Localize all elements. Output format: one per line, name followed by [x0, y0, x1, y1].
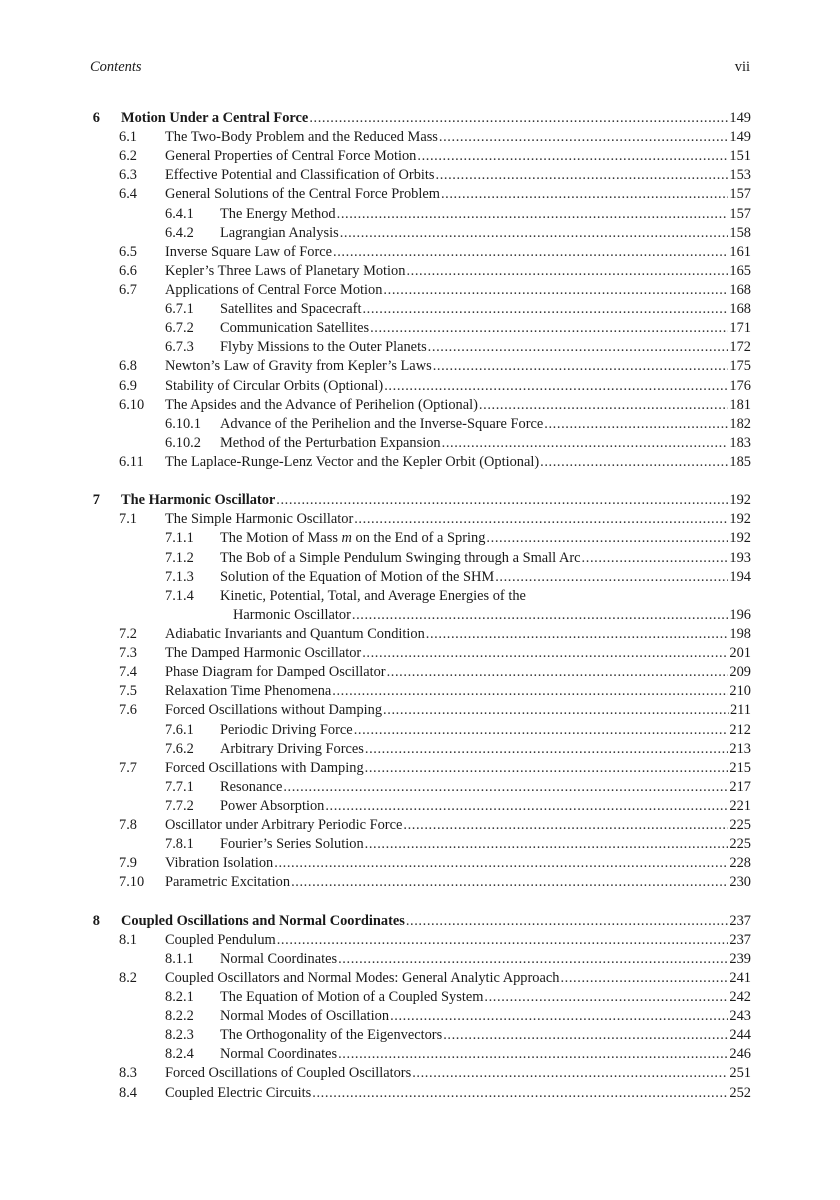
- page-ref: 165: [729, 262, 751, 279]
- toc-subsection[interactable]: [90, 415, 751, 434]
- toc-section[interactable]: [90, 147, 751, 166]
- section-title: Normal Modes of Oscillation: [220, 1008, 390, 1025]
- leader-dots: [277, 931, 729, 950]
- leader-dots: [436, 166, 729, 185]
- toc-subsection[interactable]: [90, 950, 751, 969]
- leader-dots: [544, 415, 728, 434]
- section-number: 7.1.1: [165, 530, 194, 547]
- leader-dots: [325, 797, 728, 816]
- page-ref: 209: [729, 664, 751, 681]
- page-ref: 196: [729, 606, 751, 623]
- section-number: 6.11: [119, 453, 144, 470]
- section-title: Vibration Isolation: [165, 855, 274, 872]
- section-title: The Orthogonality of the Eigenvectors: [220, 1027, 443, 1044]
- chapter-title: Motion Under a Central Force: [121, 110, 309, 126]
- toc-subsection[interactable]: [90, 300, 751, 319]
- leader-dots: [406, 262, 728, 281]
- page-ref: 168: [729, 301, 751, 318]
- section-number: 7.7.1: [165, 778, 194, 795]
- page-ref: 171: [729, 320, 751, 337]
- section-number: 7.1.3: [165, 568, 194, 585]
- page-ref: 183: [729, 434, 751, 451]
- leader-dots: [370, 319, 728, 338]
- leader-dots: [387, 663, 729, 682]
- toc-section[interactable]: [90, 625, 751, 644]
- page-ref: 225: [729, 836, 751, 853]
- section-number: 6.10.2: [165, 434, 201, 451]
- leader-dots: [362, 644, 728, 663]
- section-number: 7.7.2: [165, 797, 194, 814]
- section-title: The Laplace-Runge-Lenz Vector and the Kepler Orbit (Optional): [165, 453, 540, 470]
- page-ref: 192: [729, 511, 751, 528]
- section-number: 6.7.1: [165, 301, 194, 318]
- toc-section[interactable]: [90, 243, 751, 262]
- leader-dots: [390, 1007, 728, 1026]
- section-number: 7.10: [119, 874, 145, 891]
- section-number: 8.2: [119, 969, 137, 986]
- running-header: [90, 59, 750, 79]
- section-title: The Equation of Motion of a Coupled System: [220, 989, 484, 1006]
- section-number: 8.2.1: [165, 989, 194, 1006]
- toc-subsection[interactable]: [90, 587, 751, 625]
- section-title: Relaxation Time Phenomena: [165, 683, 332, 700]
- leader-dots: [383, 281, 728, 300]
- section-title: Inverse Square Law of Force: [165, 243, 333, 260]
- page-ref: 213: [729, 740, 751, 757]
- toc-section[interactable]: [90, 510, 751, 529]
- page-ref: 151: [729, 148, 751, 165]
- section-title: Coupled Oscillators and Normal Modes: General Analytic Approach: [165, 969, 560, 986]
- leader-dots: [337, 205, 729, 224]
- section-number: 6.2: [119, 148, 137, 165]
- page-ref: 217: [729, 778, 751, 795]
- page-ref: 239: [729, 950, 751, 967]
- section-number: 7.8: [119, 817, 137, 834]
- toc-section[interactable]: [90, 759, 751, 778]
- section-number: 8.3: [119, 1065, 137, 1082]
- toc-section[interactable]: [90, 873, 751, 892]
- toc-subsection[interactable]: [90, 434, 751, 453]
- section-number: 7.1.4: [165, 587, 194, 604]
- section-title: Fourier’s Series Solution: [220, 836, 364, 853]
- page-ref: 237: [729, 912, 751, 929]
- leader-dots: [309, 109, 728, 128]
- section-title: Applications of Central Force Motion: [165, 281, 383, 298]
- page-ref: 149: [729, 129, 751, 146]
- leader-dots: [479, 396, 728, 415]
- page-ref: 194: [729, 568, 751, 585]
- section-number: 7.6.2: [165, 740, 194, 757]
- section-number: 7.4: [119, 664, 137, 681]
- page-number: vii: [734, 59, 750, 75]
- page-ref: 201: [729, 645, 751, 662]
- leader-dots: [338, 950, 728, 969]
- leader-dots: [443, 1026, 728, 1045]
- running-header-title: Contents: [90, 59, 142, 75]
- page-ref: 225: [729, 817, 751, 834]
- section-number: 6.4.2: [165, 224, 194, 241]
- page-ref: 251: [729, 1065, 751, 1082]
- leader-dots: [333, 243, 728, 262]
- toc-section[interactable]: [90, 128, 751, 147]
- section-number: 6.10.1: [165, 415, 201, 432]
- section-title: Normal Coordinates: [220, 1046, 338, 1063]
- section-number: 8.1.1: [165, 950, 194, 967]
- leader-dots: [495, 568, 728, 587]
- section-number: 7.5: [119, 683, 137, 700]
- leader-dots: [442, 434, 729, 453]
- section-number: 7.1.2: [165, 549, 194, 566]
- section-number: 7.6.1: [165, 721, 194, 738]
- toc-subsection[interactable]: [90, 740, 751, 759]
- toc-section[interactable]: [90, 453, 751, 472]
- leader-dots: [384, 377, 728, 396]
- page-ref: 182: [729, 415, 751, 432]
- section-title: The Damped Harmonic Oscillator: [165, 645, 362, 662]
- leader-dots: [274, 854, 728, 873]
- section-title: General Solutions of the Central Force Problem: [165, 186, 440, 203]
- section-number: 6.3: [119, 167, 137, 184]
- toc-section[interactable]: [90, 644, 751, 663]
- section-title: General Properties of Central Force Motion: [165, 148, 417, 165]
- section-number: 8.4: [119, 1084, 137, 1101]
- page-ref: 230: [729, 874, 751, 891]
- leader-dots: [354, 510, 728, 529]
- leader-dots: [365, 740, 729, 759]
- section-title: The Apsides and the Advance of Perihelion (Optional): [165, 396, 478, 413]
- section-title: Method of the Perturbation Expansion: [220, 434, 441, 451]
- page-ref: 185: [729, 453, 751, 470]
- page-ref: 215: [729, 759, 751, 776]
- toc-section[interactable]: [90, 663, 751, 682]
- section-number: 6.8: [119, 358, 137, 375]
- section-number: 8.2.2: [165, 1008, 194, 1025]
- section-title: Periodic Driving Force: [220, 721, 353, 738]
- page-ref: 176: [729, 377, 751, 394]
- section-title: Adiabatic Invariants and Quantum Condition: [165, 625, 425, 642]
- leader-dots: [332, 682, 728, 701]
- toc-subsection[interactable]: [90, 835, 751, 854]
- section-title: Solution of the Equation of Motion of the SHM: [220, 568, 495, 585]
- leader-dots: [291, 873, 728, 892]
- toc-section[interactable]: [90, 281, 751, 300]
- section-title: Forced Oscillations without Damping: [165, 702, 383, 719]
- page-ref: 161: [729, 243, 751, 260]
- leader-dots: [338, 1045, 728, 1064]
- page-ref: 158: [729, 224, 751, 241]
- leader-dots: [283, 778, 728, 797]
- toc-subsection[interactable]: [90, 797, 751, 816]
- page-ref: 181: [729, 396, 751, 413]
- chapter-number: 7: [92, 492, 100, 509]
- leader-dots: [428, 338, 729, 357]
- section-number: 7.2: [119, 625, 137, 642]
- toc-subsection[interactable]: [90, 529, 751, 548]
- section-number: 8.2.3: [165, 1027, 194, 1044]
- toc-subsection[interactable]: [90, 778, 751, 797]
- section-number: 6.9: [119, 377, 137, 394]
- toc-chapter[interactable]: [90, 912, 751, 931]
- section-number: 6.1: [119, 129, 137, 146]
- section-number: 8.2.4: [165, 1046, 194, 1063]
- section-title: Kepler’s Three Laws of Planetary Motion: [165, 262, 406, 279]
- section-title: The Energy Method: [220, 205, 336, 222]
- section-title: Power Absorption: [220, 797, 325, 814]
- section-number: 7.3: [119, 645, 137, 662]
- section-title: Phase Diagram for Damped Oscillator: [165, 664, 386, 681]
- leader-dots: [582, 549, 729, 568]
- leader-dots: [560, 969, 728, 988]
- toc-subsection[interactable]: [90, 205, 751, 224]
- page-ref: 153: [729, 167, 751, 184]
- page-ref: 252: [729, 1084, 751, 1101]
- leader-dots: [417, 147, 728, 166]
- page-ref: 193: [729, 549, 751, 566]
- section-number: 6.10: [119, 396, 145, 413]
- chapter-title: Coupled Oscillations and Normal Coordinates: [121, 912, 405, 929]
- toc-section[interactable]: [90, 1064, 751, 1083]
- leader-dots: [354, 721, 729, 740]
- toc-section[interactable]: [90, 357, 751, 376]
- chapter-number: 6: [92, 110, 100, 126]
- page-ref: 149: [729, 110, 751, 126]
- section-title: Lagrangian Analysis: [220, 224, 339, 241]
- toc-subsection[interactable]: [90, 224, 751, 243]
- section-title: Arbitrary Driving Forces: [220, 740, 364, 757]
- section-title: Flyby Missions to the Outer Planets: [220, 339, 427, 356]
- section-title: Communication Satellites: [220, 320, 370, 337]
- leader-dots: [365, 835, 729, 854]
- leader-dots: [403, 816, 728, 835]
- leader-dots: [486, 529, 728, 548]
- toc-subsection[interactable]: [90, 1026, 751, 1045]
- section-number: 6.7.2: [165, 320, 194, 337]
- section-title: The Two-Body Problem and the Reduced Mass: [165, 129, 438, 146]
- page-ref: 242: [729, 989, 751, 1006]
- leader-dots: [383, 701, 729, 720]
- section-number: 6.7: [119, 281, 137, 298]
- toc-subsection[interactable]: [90, 1045, 751, 1064]
- leader-dots: [406, 912, 729, 931]
- page-ref: 211: [729, 702, 751, 719]
- toc-section[interactable]: [90, 682, 751, 701]
- section-number: 7.1: [119, 511, 137, 528]
- section-title: Forced Oscillations with Damping: [165, 759, 364, 776]
- leader-dots: [484, 988, 728, 1007]
- section-title: The Bob of a Simple Pendulum Swinging through a Small Arc: [220, 549, 581, 566]
- page-ref: 192: [729, 530, 751, 547]
- toc-section[interactable]: [90, 1084, 751, 1103]
- section-title: The Simple Harmonic Oscillator: [165, 511, 354, 528]
- chapter-title: The Harmonic Oscillator: [121, 492, 276, 509]
- toc-subsection[interactable]: [90, 988, 751, 1007]
- section-title: Normal Coordinates: [220, 950, 338, 967]
- page-ref: 246: [729, 1046, 751, 1063]
- toc-section[interactable]: [90, 969, 751, 988]
- section-number: 6.4.1: [165, 205, 194, 222]
- toc-section[interactable]: [90, 396, 751, 415]
- toc-section[interactable]: [90, 262, 751, 281]
- toc-section[interactable]: [90, 854, 751, 873]
- page-ref: 221: [729, 797, 751, 814]
- section-title-continued: Harmonic Oscillator: [233, 606, 351, 623]
- page-ref: 212: [729, 721, 751, 738]
- page-ref: 210: [729, 683, 751, 700]
- leader-dots: [439, 128, 729, 147]
- section-number: 7.8.1: [165, 836, 194, 853]
- toc-subsection[interactable]: [90, 568, 751, 587]
- section-title: Effective Potential and Classification of Orbits: [165, 167, 435, 184]
- section-title: Advance of the Perihelion and the Inverse-Square Force: [220, 415, 544, 432]
- section-title: Kinetic, Potential, Total, and Average Energies of the: [220, 587, 526, 604]
- page-ref: 228: [729, 855, 751, 872]
- toc-section[interactable]: [90, 377, 751, 396]
- leader-dots: [362, 300, 728, 319]
- page-ref: 198: [729, 625, 751, 642]
- toc-section[interactable]: [90, 185, 751, 204]
- section-number: 6.4: [119, 186, 137, 203]
- chapter-number: 8: [92, 912, 100, 929]
- page-ref: 157: [729, 186, 751, 203]
- section-number: 6.5: [119, 243, 137, 260]
- section-number: 7.6: [119, 702, 137, 719]
- section-title: The Motion of Mass m on the End of a Spring: [220, 530, 486, 547]
- toc-section[interactable]: [90, 166, 751, 185]
- page-ref: 241: [729, 969, 751, 986]
- page-ref: 168: [729, 281, 751, 298]
- section-number: 6.7.3: [165, 339, 194, 356]
- toc-subsection[interactable]: [90, 549, 751, 568]
- section-title: Resonance: [220, 778, 283, 795]
- toc-subsection[interactable]: [90, 338, 751, 357]
- leader-dots: [540, 453, 728, 472]
- toc-chapter[interactable]: [90, 109, 751, 128]
- page-ref: 157: [729, 205, 751, 222]
- toc-subsection[interactable]: [90, 319, 751, 338]
- leader-dots: [352, 606, 729, 625]
- page-ref: 244: [729, 1027, 751, 1044]
- leader-dots: [276, 491, 728, 510]
- toc-section[interactable]: [90, 816, 751, 835]
- page-ref: 172: [729, 339, 751, 356]
- page-ref: 243: [729, 1008, 751, 1025]
- leader-dots: [312, 1084, 728, 1103]
- section-title: Coupled Electric Circuits: [165, 1084, 312, 1101]
- leader-dots: [441, 185, 728, 204]
- section-number: 7.7: [119, 759, 137, 776]
- section-title: Coupled Pendulum: [165, 931, 276, 948]
- section-title: Stability of Circular Orbits (Optional): [165, 377, 384, 394]
- leader-dots: [433, 357, 729, 376]
- leader-dots: [412, 1064, 728, 1083]
- section-number: 8.1: [119, 931, 137, 948]
- page-ref: 175: [729, 358, 751, 375]
- section-number: 6.6: [119, 262, 137, 279]
- leader-dots: [365, 759, 729, 778]
- section-title: Oscillator under Arbitrary Periodic Force: [165, 817, 403, 834]
- leader-dots: [340, 224, 729, 243]
- toc-section[interactable]: [90, 931, 751, 950]
- section-title: Newton’s Law of Gravity from Kepler’s Laws: [165, 358, 432, 375]
- table-of-contents: [90, 109, 751, 1103]
- leader-dots: [426, 625, 729, 644]
- page-ref: 237: [729, 931, 751, 948]
- toc-chapter[interactable]: [90, 491, 751, 510]
- section-title: Parametric Excitation: [165, 874, 291, 891]
- section-number: 7.9: [119, 855, 137, 872]
- toc-section[interactable]: [90, 701, 751, 720]
- toc-subsection[interactable]: [90, 1007, 751, 1026]
- section-title: Satellites and Spacecraft: [220, 301, 362, 318]
- section-title: Forced Oscillations of Coupled Oscillators: [165, 1065, 412, 1082]
- toc-subsection[interactable]: [90, 721, 751, 740]
- page-ref: 192: [729, 492, 751, 509]
